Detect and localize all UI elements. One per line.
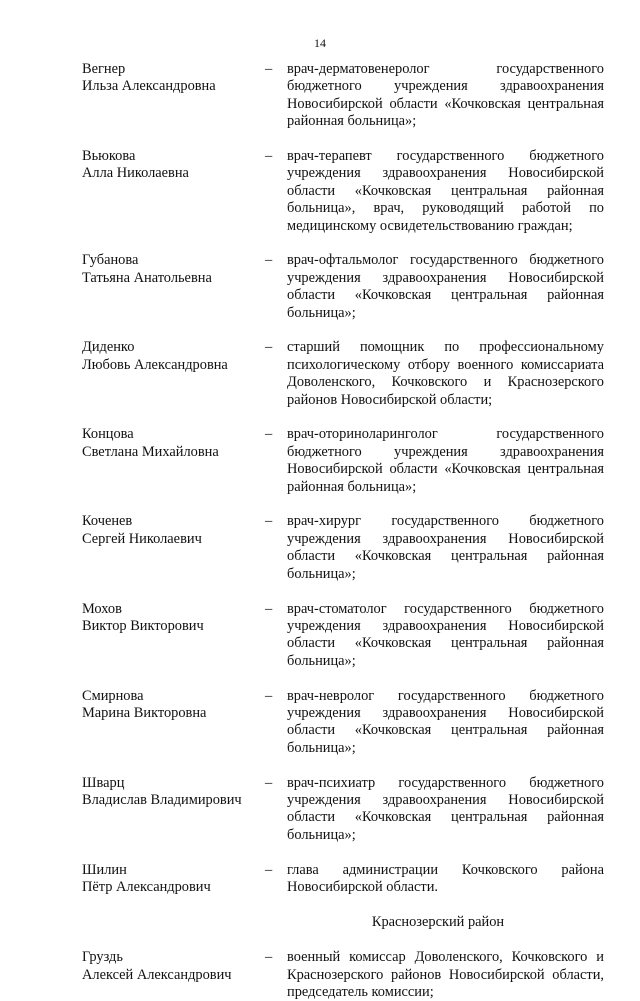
dash-separator: – — [265, 861, 273, 878]
member-entry — [82, 949, 604, 1001]
member-given-names: Виктор Викторович — [82, 617, 204, 634]
member-surname: Мохов — [82, 600, 122, 617]
dash-separator: – — [265, 774, 273, 791]
member-position: врач-терапевт государственного бюджетного учреждения здравоохранения Новосибирской области «Кочковская центральная районная больница», врач, руководящий работой по медицинскому освидетельствованию граждан; — [287, 148, 604, 234]
member-given-names: Светлана Михайловна — [82, 443, 219, 460]
member-given-names: Сергей Николаевич — [82, 530, 202, 547]
member-position: врач-оториноларинголог государственного бюджетного учреждения здравоохранения Новосибирской области «Кочковская центральная районная больница»; — [287, 426, 604, 495]
member-name — [82, 148, 265, 235]
dash-separator: – — [265, 949, 273, 966]
member-name — [82, 688, 265, 758]
member-entry — [82, 513, 604, 583]
member-given-names: Татьяна Анатольевна — [82, 269, 212, 286]
member-entry — [82, 862, 604, 897]
member-surname: Шварц — [82, 774, 125, 791]
member-position: врач-офтальмолог государственного бюджетного учреждения здравоохранения Новосибирской области «Кочковская центральная районная больница»; — [287, 252, 604, 321]
member-given-names: Ильза Александровна — [82, 78, 216, 95]
member-given-names: Любовь Александровна — [82, 356, 228, 373]
member-surname: Вьюкова — [82, 148, 136, 165]
member-entry — [82, 252, 604, 322]
dash-separator: – — [265, 687, 273, 704]
member-given-names: Пётр Александрович — [82, 878, 211, 895]
member-given-names: Марина Викторовна — [82, 704, 207, 721]
member-surname: Концова — [82, 426, 134, 443]
member-position: старший помощник по профессиональному психологическому отбору военного комиссариата Доволенского, Кочковского и Краснозерского районов Новосибирской области; — [287, 339, 604, 408]
member-surname: Коченев — [82, 513, 133, 530]
member-entry — [82, 339, 604, 409]
member-given-names: Алла Николаевна — [82, 165, 189, 182]
member-position: военный комиссар Доволенского, Кочковского и Краснозерского районов Новосибирской области, председатель комиссии; — [287, 949, 604, 1000]
member-name — [82, 426, 265, 496]
member-surname: Вегнер — [82, 61, 126, 77]
member-name — [82, 252, 265, 322]
member-entry — [82, 601, 604, 671]
member-entry — [82, 61, 604, 131]
dash-separator: – — [265, 426, 273, 443]
member-name — [82, 61, 265, 131]
member-given-names: Владислав Владимирович — [82, 791, 242, 808]
dash-separator: – — [265, 513, 273, 530]
member-entry — [82, 148, 604, 235]
dash-separator: – — [265, 252, 273, 269]
member-position: врач-дерматовенеролог государственного бюджетного учреждения здравоохранения Новосибирской области «Кочковская центральная районная больница»; — [287, 61, 604, 130]
member-entry — [82, 688, 604, 758]
section-heading: Краснозерский район — [371, 913, 505, 930]
dash-separator: – — [265, 600, 273, 617]
member-name — [82, 513, 265, 583]
member-position: врач-хирург государственного бюджетного учреждения здравоохранения Новосибирской области «Кочковская центральная районная больница»; — [287, 513, 604, 582]
member-entry — [82, 775, 604, 845]
member-position: врач-невролог государственного бюджетного учреждения здравоохранения Новосибирской области «Кочковская центральная районная больница»; — [287, 687, 604, 756]
member-name — [82, 775, 265, 845]
member-surname: Диденко — [82, 339, 135, 356]
member-name — [82, 949, 265, 1001]
member-surname: Груздь — [82, 949, 123, 966]
member-surname: Шилин — [82, 861, 127, 878]
member-position: глава администрации Кочковского района Новосибирской области. — [287, 861, 604, 895]
member-given-names: Алексей Александрович — [82, 966, 232, 983]
member-surname: Смирнова — [82, 687, 144, 704]
member-name — [82, 339, 265, 409]
dash-separator: – — [265, 61, 273, 77]
page-number: 14 — [314, 36, 326, 50]
dash-separator: – — [265, 339, 273, 356]
commission-member-list — [82, 61, 604, 1001]
dash-separator: – — [265, 148, 273, 165]
member-position: врач-стоматолог государственного бюджетного учреждения здравоохранения Новосибирской области «Кочковская центральная районная больница»; — [287, 600, 604, 669]
member-surname: Губанова — [82, 252, 139, 269]
member-position: врач-психиатр государственного бюджетного учреждения здравоохранения Новосибирской области «Кочковская центральная районная больница»; — [287, 774, 604, 843]
member-name — [82, 862, 265, 897]
member-entry — [82, 426, 604, 496]
member-name — [82, 601, 265, 671]
